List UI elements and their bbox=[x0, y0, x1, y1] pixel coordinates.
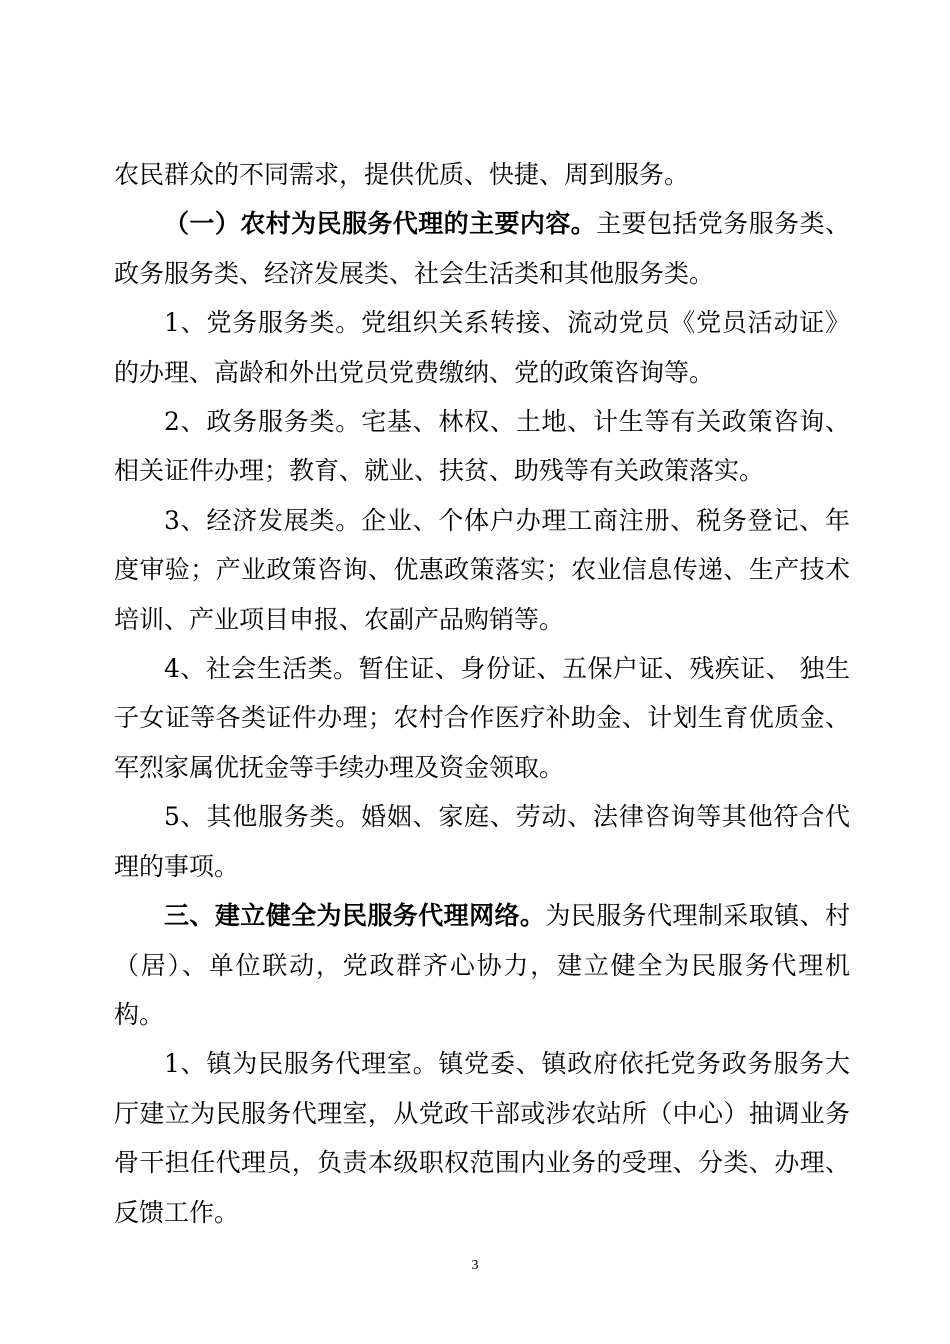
section-heading: （一）农村为民服务代理的主要内容。 bbox=[164, 209, 597, 239]
paragraph-text: 3、经济发展类。企业、个体户办理工商注册、税务登记、年度审验；产业政策咨询、优惠政策落实；农业信息传递、生产技术培训、产业项目申报、农副产品购销等。 bbox=[114, 505, 850, 634]
paragraph-7 bbox=[114, 792, 850, 891]
paragraph-5 bbox=[114, 496, 850, 644]
paragraph-text: 4、社会生活类。暂住证、身份证、五保户证、残疾证、 独生子女证等各类证件办理；农村合作医疗补助金、计划生育优质金、军烈家属优抚金等手续办理及资金领取。 bbox=[114, 654, 850, 782]
document-body bbox=[114, 150, 850, 1237]
paragraph-9 bbox=[114, 1039, 850, 1237]
paragraph-text: 1、镇为民服务代理室。镇党委、镇政府依托党务政务服务大厅建立为民服务代理室，从党政干部或涉农站所（中心）抽调业务骨干担任代理员，负责本级职权范围内业务的受理、分类、办理、反馈工作。 bbox=[114, 1049, 850, 1227]
section-heading: 三、建立健全为民服务代理网络。 bbox=[164, 901, 546, 931]
paragraph-text: 2、政务服务类。宅基、林权、土地、计生等有关政策咨询、相关证件办理；教育、就业、扶贫、助残等有关政策落实。 bbox=[114, 407, 850, 486]
paragraph-1 bbox=[114, 150, 850, 199]
paragraph-text: 5、其他服务类。婚姻、家庭、劳动、法律咨询等其他符合代理的事项。 bbox=[114, 802, 850, 881]
paragraph-text: 主要包括党务服务类、政务服务类、经济发展类、社会生活类和其他服务类。 bbox=[114, 209, 850, 288]
paragraph-3 bbox=[114, 298, 850, 397]
paragraph-text: 农民群众的不同需求，提供优质、快捷、周到服务。 bbox=[114, 160, 690, 189]
paragraph-text: 为民服务代理制采取镇、村（居）、单位联动，党政群齐心协力，建立健全为民服务代理机构。 bbox=[114, 901, 850, 1029]
paragraph-4 bbox=[114, 397, 850, 496]
paragraph-6 bbox=[114, 644, 850, 792]
paragraph-text: 1、党务服务类。党组织关系转接、流动党员《党员活动证》的办理、高龄和外出党员党费缴纳、党的政策咨询等。 bbox=[114, 308, 850, 387]
page-number: 3 bbox=[471, 1258, 479, 1273]
paragraph-8 bbox=[114, 891, 850, 1039]
paragraph-2 bbox=[114, 199, 850, 298]
